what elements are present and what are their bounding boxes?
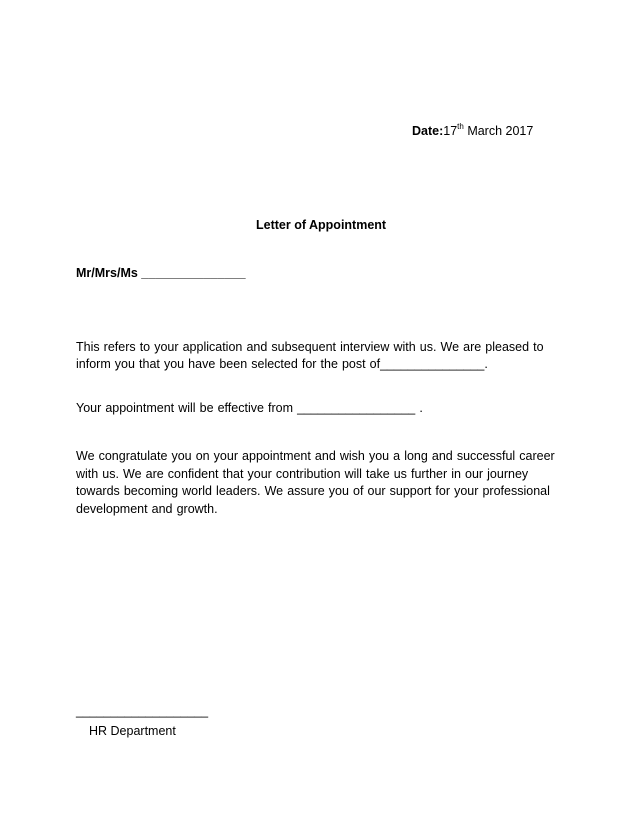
date-day: 17	[443, 124, 458, 139]
letter-title: Letter of Appointment	[256, 218, 387, 232]
paragraph-effective-date: Your appointment will be effective from _________________ .	[76, 401, 423, 415]
signature-line: ___________________	[76, 704, 209, 718]
salutation: Mr/Mrs/Ms _______________	[76, 266, 246, 280]
letter-date	[412, 123, 533, 138]
paragraph-congratulations: We congratulate you on your appointment and wish you a long and successful career with us. We are confident that your contribution will take us further in our journey towards becoming world leaders. We assure you of our support for your professional development and growth.	[76, 449, 555, 516]
date-label: Date:	[412, 124, 444, 139]
paragraph-application: This refers to your application and subsequent interview with us. We are pleased to inform you that you have been selected for the post of_______________.	[76, 340, 544, 371]
date-ordinal-suffix: th	[457, 122, 464, 131]
date-month-year: March 2017	[463, 124, 534, 139]
signature-department: HR Department	[89, 724, 176, 738]
